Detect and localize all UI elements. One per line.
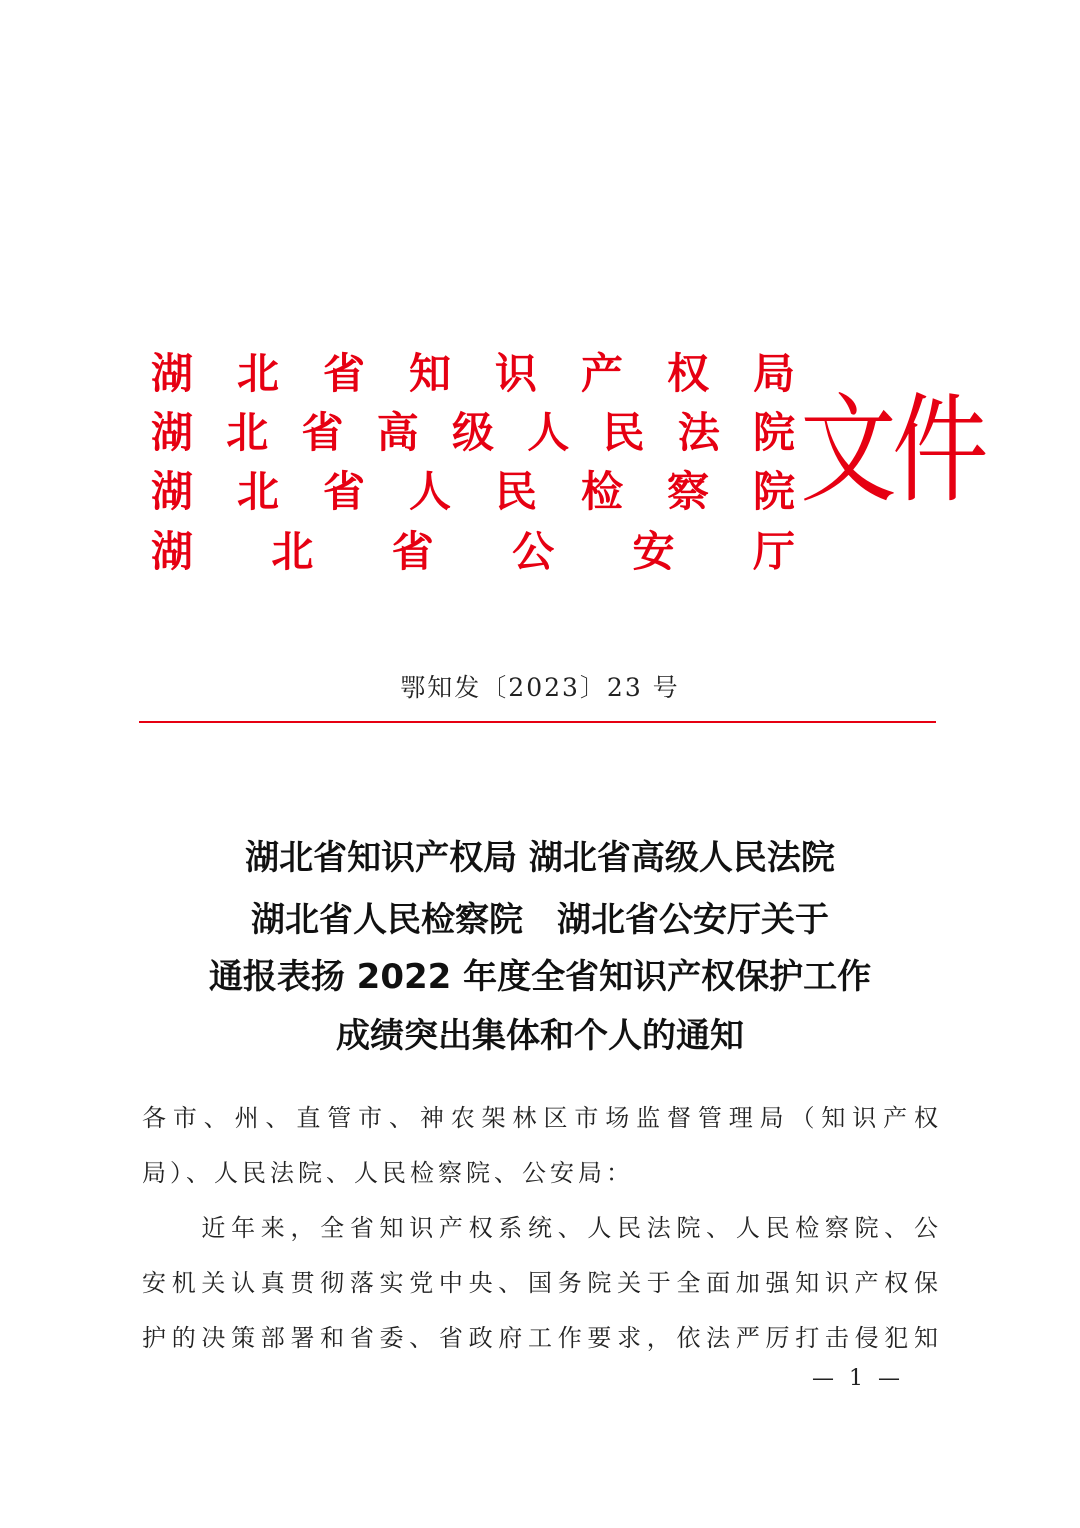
document-number: 鄂知发〔2023〕23 号 bbox=[400, 673, 680, 702]
issuer-public-security: 湖 北 省 公 安 厅 bbox=[150, 527, 795, 576]
title-line-1: 湖北省知识产权局 湖北省高级人民法院 bbox=[245, 838, 835, 878]
issuer-procuratorate: 湖 北 省 人 民 检 察 院 bbox=[150, 467, 795, 516]
recipient-line-2: 局）、人民法院、人民检察院、公安局： bbox=[142, 1159, 634, 1187]
issuer-high-court: 湖 北 省 高 级 人 民 法 院 bbox=[150, 408, 795, 457]
page-number: — 1 — bbox=[812, 1366, 904, 1391]
issuer-ip-office: 湖 北 省 知 识 产 权 局 bbox=[150, 349, 795, 398]
title-line-2: 湖北省人民检察院 湖北省公安厅关于 bbox=[251, 900, 829, 940]
red-separator-line bbox=[139, 721, 936, 723]
title-line-4: 成绩突出集体和个人的通知 bbox=[336, 1016, 744, 1056]
document-type-label: 文件 bbox=[800, 381, 984, 519]
paragraph-line-3: 护的决策部署和省委、省政府工作要求，依法严厉打击侵犯知 bbox=[142, 1324, 938, 1352]
issuing-authorities-header bbox=[148, 345, 984, 585]
paragraph-line-2: 安机关认真贯彻落实党中央、国务院关于全面加强知识产权保 bbox=[142, 1269, 938, 1297]
paragraph-line-1: 近年来，全省知识产权系统、人民法院、人民检察院、公 bbox=[142, 1214, 938, 1242]
title-line-3: 通报表扬 2022 年度全省知识产权保护工作 bbox=[208, 957, 872, 997]
recipient-line-1: 各市、州、直管市、神农架林区市场监督管理局（知识产权 bbox=[142, 1104, 938, 1132]
